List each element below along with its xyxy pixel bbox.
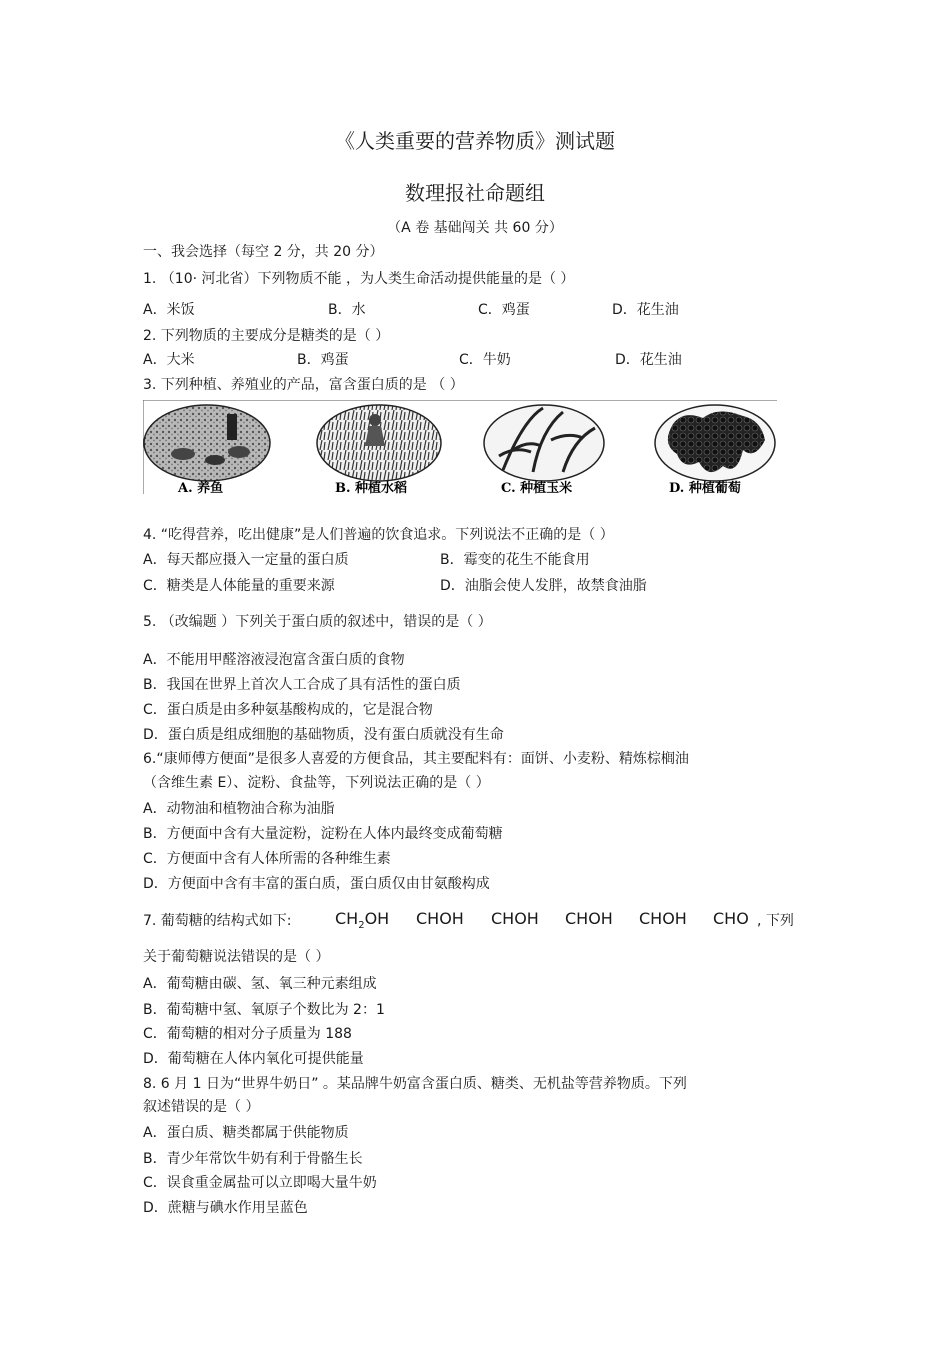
q5-option-a: A．不能用甲醛溶液浸泡富含蛋白质的食物 (143, 652, 405, 668)
q1-option-a: A．米饭 (143, 302, 195, 318)
q8-option-b: B．青少年常饮牛奶有利于骨骼生长 (143, 1151, 363, 1167)
section-header: （A 卷 基础闯关 共 60 分） (387, 220, 563, 236)
q8-option-d: D．蔗糖与碘水作用呈蓝色 (143, 1200, 308, 1216)
q5-option-b: B．我国在世界上首次人工合成了具有活性的蛋白质 (143, 677, 461, 693)
q4-option-c: C．糖类是人体能量的重要来源 (143, 578, 335, 594)
q3-caption-a: A. 养鱼 (178, 481, 224, 494)
q8-option-a: A．蛋白质、糖类都属于供能物质 (143, 1125, 349, 1141)
q3-caption-d: D. 种植葡萄 (669, 481, 741, 494)
fish-farm-image (144, 405, 270, 481)
q2-option-c: C．牛奶 (459, 352, 511, 368)
q3-stem: 3. 下列种植、养殖业的产品，富含蛋白质的是 （ ） (143, 377, 464, 393)
part-heading: 一、我会选择（每空 2 分，共 20 分） (143, 244, 384, 260)
q2-option-d: D．花生油 (615, 352, 682, 368)
q7-option-d: D．葡萄糖在人体内氧化可提供能量 (143, 1051, 364, 1067)
glucose-formula: $CH_2OH$ (335, 909, 390, 932)
q4-option-b: B．霉变的花生不能食用 (440, 552, 590, 568)
q8-stem-cont: 叙述错误的是（ ） (143, 1099, 260, 1115)
corn-field-image (484, 405, 604, 481)
q2-stem: 2. 下列物质的主要成分是糖类的是（ ） (143, 328, 390, 344)
q3-figure (143, 400, 777, 494)
q7-option-c: C．葡萄糖的相对分子质量为 188 (143, 1026, 352, 1042)
q7-stem-tail: , 下列 (757, 913, 794, 929)
q1-option-c: C．鸡蛋 (478, 302, 530, 318)
q4-stem: 4. “吃得营养，吃出健康”是人们普遍的饮食追求。下列说法不正确的是（ ） (143, 527, 614, 543)
formula-group-6: CHO (713, 909, 749, 928)
q7-option-b: B．葡萄糖中氢、氧原子个数比为 2：1 (143, 1002, 385, 1018)
grape-vineyard-image (655, 405, 775, 481)
q2-option-b: B．鸡蛋 (297, 352, 349, 368)
q6-stem-cont: （含维生素 E）、淀粉、食盐等，下列说法正确的是（ ） (143, 775, 490, 791)
q6-option-a: A．动物油和植物油合称为油脂 (143, 801, 335, 817)
formula-group-2: CHOH (416, 909, 464, 928)
doc-author: 数理报社命题组 (405, 181, 545, 205)
q4-option-d: D．油脂会使人发胖，故禁食油脂 (440, 578, 647, 594)
q6-stem: 6.“康师傅方便面”是很多人喜爱的方便食品，其主要配料有：面饼、小麦粉、精炼棕榈油 (143, 751, 689, 767)
q1-stem: 1. （10· 河北省）下列物质不能 ，为人类生命活动提供能量的是（ ） (143, 271, 575, 287)
q2-option-a: A．大米 (143, 352, 195, 368)
q3-caption-c: C. 种植玉米 (501, 481, 573, 494)
doc-title: 《人类重要的营养物质》测试题 (335, 129, 615, 153)
q5-stem: 5. （改编题 ）下列关于蛋白质的叙述中，错误的是（ ） (143, 614, 492, 630)
q7-option-a: A．葡萄糖由碳、氢、氧三种元素组成 (143, 976, 377, 992)
q8-stem: 8. 6 月 1 日为“世界牛奶日” 。某品牌牛奶富含蛋白质、糖类、无机盐等营养物质。下列 (143, 1076, 687, 1092)
q7-stem: 7. 葡萄糖的结构式如下: (143, 913, 292, 929)
q6-option-b: B．方便面中含有大量淀粉，淀粉在人体内最终变成葡萄糖 (143, 826, 503, 842)
q7-stem-cont: 关于葡萄糖说法错误的是（ ） (143, 949, 330, 965)
q3-caption-b: B. 种植水稻 (335, 481, 408, 494)
q8-option-c: C．误食重金属盐可以立即喝大量牛奶 (143, 1175, 377, 1191)
q6-option-c: C．方便面中含有人体所需的各种维生素 (143, 851, 391, 867)
formula-group-3: CHOH (491, 909, 539, 928)
q4-option-a: A．每天都应摄入一定量的蛋白质 (143, 552, 349, 568)
formula-group-5: CHOH (639, 909, 687, 928)
q5-option-d: D．蛋白质是组成细胞的基础物质，没有蛋白质就没有生命 (143, 727, 504, 743)
q1-option-d: D．花生油 (612, 302, 679, 318)
rice-field-image (317, 405, 441, 481)
q1-option-b: B．水 (328, 302, 366, 318)
formula-group-4: CHOH (565, 909, 613, 928)
q6-option-d: D．方便面中含有丰富的蛋白质，蛋白质仅由甘氨酸构成 (143, 876, 490, 892)
q5-option-c: C．蛋白质是由多种氨基酸构成的，它是混合物 (143, 702, 433, 718)
